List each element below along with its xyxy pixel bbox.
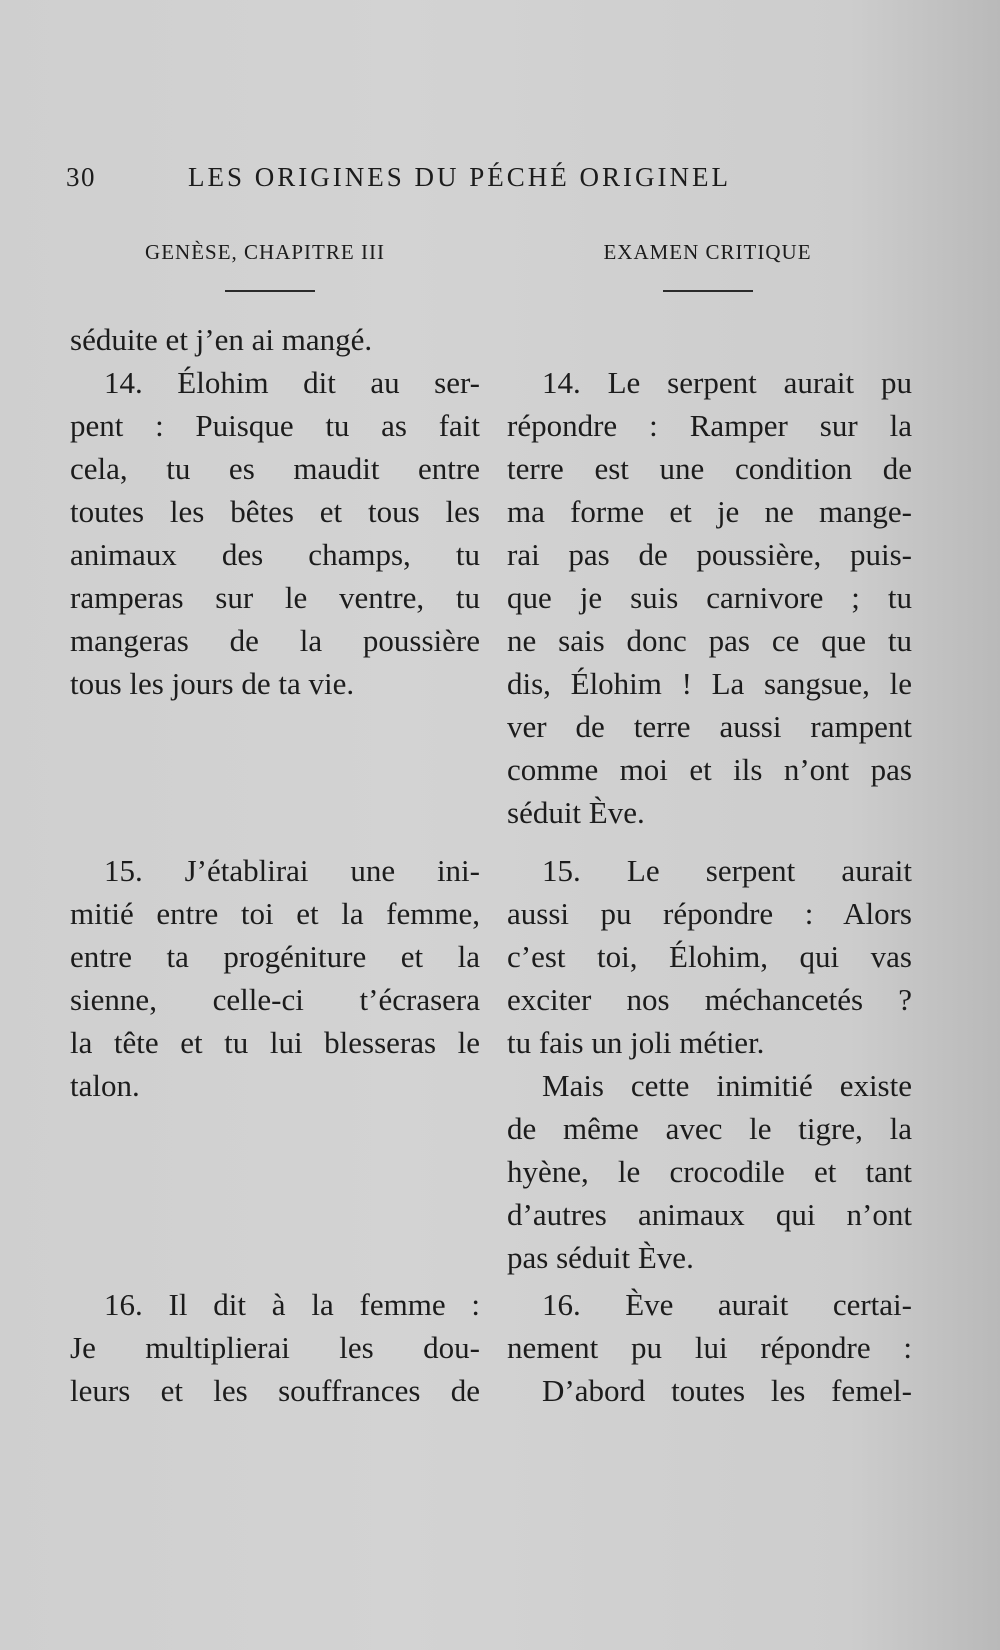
right-line: terre est une condition de bbox=[507, 451, 912, 486]
right-line: dis, Élohim ! La sangsue, le bbox=[507, 666, 912, 701]
left-line: 15. J’établirai une ini- bbox=[104, 853, 480, 888]
left-line: entre ta progéniture et la bbox=[70, 939, 480, 974]
right-line: ma forme et je ne mange- bbox=[507, 494, 912, 529]
right-line: rai pas de poussière, puis- bbox=[507, 537, 912, 572]
left-line: animaux des champs, tu bbox=[70, 537, 480, 572]
left-line: leurs et les souffrances de bbox=[70, 1373, 480, 1408]
right-line: nement pu lui répondre : bbox=[507, 1330, 912, 1365]
left-column-heading: GENÈSE, CHAPITRE III bbox=[145, 240, 385, 264]
page-header bbox=[66, 162, 866, 202]
right-line: exciter nos méchancetés ? bbox=[507, 982, 912, 1017]
left-line: talon. bbox=[70, 1068, 140, 1103]
left-line: toutes les bêtes et tous les bbox=[70, 494, 480, 529]
right-line: comme moi et ils n’ont pas bbox=[507, 752, 912, 787]
left-line: pent : Puisque tu as fait bbox=[70, 408, 480, 443]
right-line: 16. Ève aurait certai- bbox=[542, 1287, 912, 1322]
right-line: hyène, le crocodile et tant bbox=[507, 1154, 912, 1189]
left-line: mitié entre toi et la femme, bbox=[70, 896, 480, 931]
right-heading-rule bbox=[663, 290, 753, 292]
left-line: mangeras de la poussière bbox=[70, 623, 480, 658]
right-line: d’autres animaux qui n’ont bbox=[507, 1197, 912, 1232]
left-line: ramperas sur le ventre, tu bbox=[70, 580, 480, 615]
right-line: pas séduit Ève. bbox=[507, 1240, 694, 1275]
right-line: aussi pu répondre : Alors bbox=[507, 896, 912, 931]
left-line: la tête et tu lui blesseras le bbox=[70, 1025, 480, 1060]
right-line: 15. Le serpent aurait bbox=[542, 853, 912, 888]
right-line: de même avec le tigre, la bbox=[507, 1111, 912, 1146]
right-column-heading: EXAMEN CRITIQUE bbox=[603, 240, 812, 264]
left-line: 16. Il dit à la femme : bbox=[104, 1287, 480, 1322]
right-line: 14. Le serpent aurait pu bbox=[542, 365, 912, 400]
page-number: 30 bbox=[66, 162, 96, 192]
left-heading-rule bbox=[225, 290, 315, 292]
left-line: tous les jours de ta vie. bbox=[70, 666, 355, 701]
right-line: séduit Ève. bbox=[507, 795, 645, 830]
left-line: sienne, celle-ci t’écrasera bbox=[70, 982, 480, 1017]
right-line: tu fais un joli métier. bbox=[507, 1025, 765, 1060]
running-title: LES ORIGINES DU PÉCHÉ ORIGINEL bbox=[188, 162, 731, 192]
right-line: ver de terre aussi rampent bbox=[507, 709, 912, 744]
left-line: Je multiplierai les dou- bbox=[70, 1330, 480, 1365]
right-line: D’abord toutes les femel- bbox=[542, 1373, 912, 1408]
right-line: Mais cette inimitié existe bbox=[542, 1068, 912, 1103]
right-line: répondre : Ramper sur la bbox=[507, 408, 912, 443]
right-line: c’est toi, Élohim, qui vas bbox=[507, 939, 912, 974]
left-line: séduite et j’en ai mangé. bbox=[70, 322, 373, 357]
right-line: que je suis carnivore ; tu bbox=[507, 580, 912, 615]
right-line: ne sais donc pas ce que tu bbox=[507, 623, 912, 658]
left-line: 14. Élohim dit au ser- bbox=[104, 365, 480, 400]
left-line: cela, tu es maudit entre bbox=[70, 451, 480, 486]
